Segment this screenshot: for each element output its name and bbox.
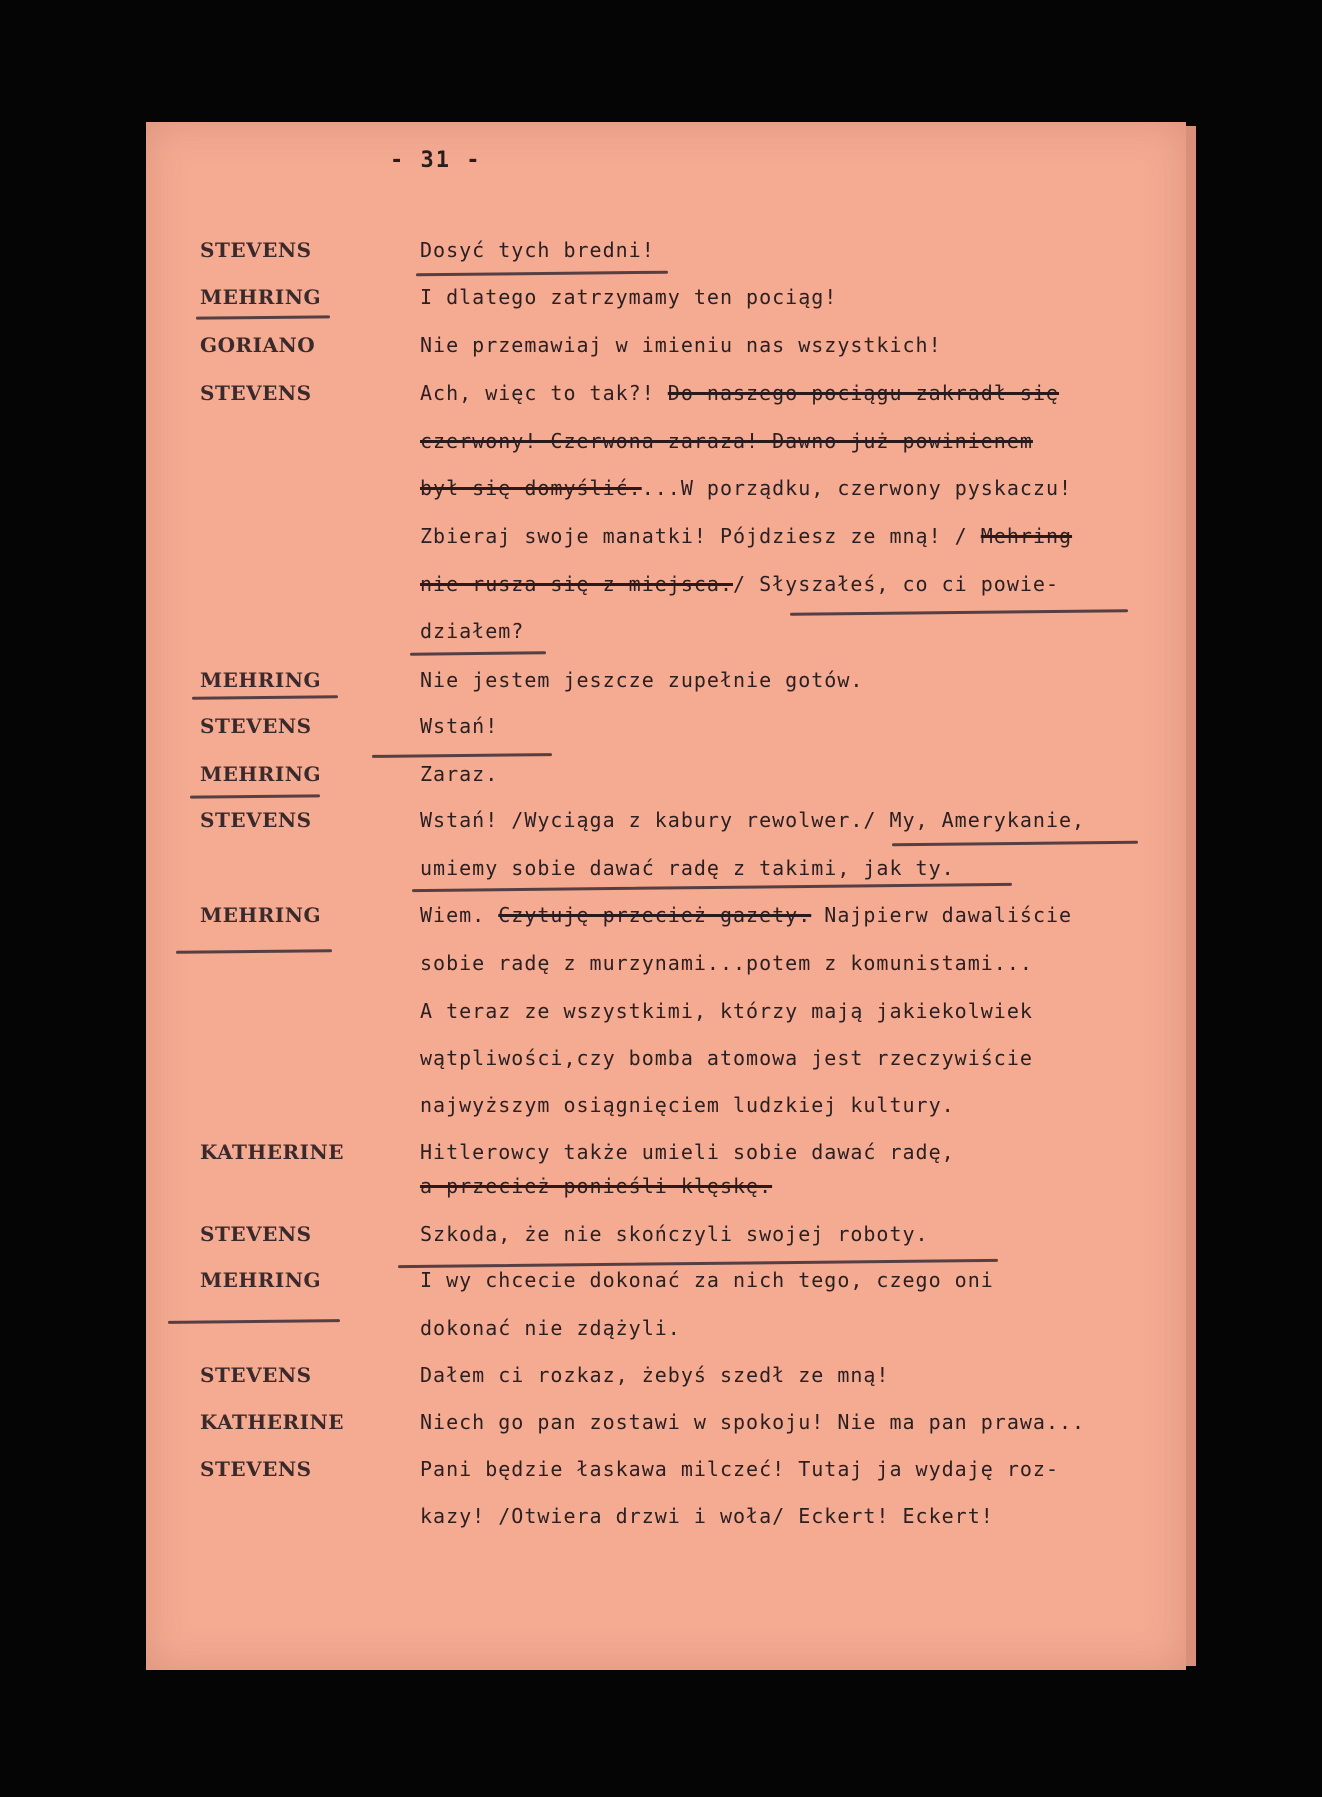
speech-main: A teraz ze wszystkimi, którzy mają jakiekolwiek xyxy=(420,999,1033,1023)
dialogue-line xyxy=(0,429,1322,469)
speaker-name: STEVENS xyxy=(200,714,312,738)
dialogue-line xyxy=(0,1174,1322,1214)
speech-text xyxy=(420,1046,1033,1070)
speech-main: Dałem ci rozkaz, żebyś szedł ze mną! xyxy=(420,1363,890,1387)
speech-text xyxy=(420,1316,681,1340)
page-number: - 31 - xyxy=(390,148,482,173)
speaker-name: MEHRING xyxy=(200,285,322,309)
speech-main: Wstań! xyxy=(420,714,499,738)
speech-main: Niech go pan zostawi w spokoju! Nie ma pan prawa... xyxy=(420,1410,1086,1434)
struck-text: a przecież ponieśli klęskę. xyxy=(420,1174,773,1198)
speech-text xyxy=(420,381,1059,405)
speaker-name: KATHERINE xyxy=(200,1410,345,1434)
speech-main: Ach, więc to tak?! xyxy=(420,381,655,405)
speech-main: działem? xyxy=(420,619,525,643)
speech-text xyxy=(420,524,1072,548)
speech-text xyxy=(420,1268,994,1292)
speaker-name: MEHRING xyxy=(200,903,322,927)
speech-text xyxy=(420,333,942,357)
speech-text xyxy=(420,619,524,643)
speech-text xyxy=(420,903,1072,927)
speech-main: Pani będzie łaskawa milczeć! Tutaj ja wydaję roz- xyxy=(420,1457,1060,1481)
speech-text xyxy=(420,808,1085,832)
speech-main: / Słyszałeś, co ci powie- xyxy=(732,572,1060,596)
speech-text xyxy=(420,1093,955,1117)
speech-text xyxy=(420,762,498,786)
speech-main: I wy chcecie dokonać za nich tego, czego oni xyxy=(420,1268,994,1292)
dialogue-line xyxy=(0,856,1322,896)
dialogue-line xyxy=(0,476,1322,516)
speech-text xyxy=(420,714,498,738)
speech-main: Wiem. xyxy=(420,903,486,927)
dialogue-line xyxy=(0,951,1322,991)
speech-main: I dlatego zatrzymamy ten pociąg! xyxy=(420,285,838,309)
speech-text xyxy=(420,1457,1059,1481)
speech-main: Wstań! /Wyciąga z kabury rewolwer./ My, Amerykanie, xyxy=(420,808,1086,832)
speech-text xyxy=(420,951,1033,975)
speech-main: Nie przemawiaj w imieniu nas wszystkich! xyxy=(420,333,942,357)
speech-text xyxy=(420,1410,1085,1434)
speech-text xyxy=(420,856,955,880)
speaker-name: STEVENS xyxy=(200,1457,312,1481)
struck-text: czerwony! Czerwona zaraza! Dawno już powinienem xyxy=(420,429,1033,453)
dialogue-line xyxy=(0,333,1322,373)
speech-text xyxy=(420,1140,955,1164)
speaker-name: GORIANO xyxy=(200,333,316,357)
speaker-name: STEVENS xyxy=(200,808,312,832)
speech-text xyxy=(420,572,1059,596)
speech-main: kazy! /Otwiera drzwi i woła/ Eckert! Eckert! xyxy=(420,1504,994,1528)
speech-main: Nie jestem jeszcze zupełnie gotów. xyxy=(420,668,864,692)
speaker-name: KATHERINE xyxy=(200,1140,345,1164)
dialogue-line xyxy=(0,572,1322,612)
speech-text xyxy=(420,429,1033,453)
dialogue-line xyxy=(0,1457,1322,1497)
speech-text xyxy=(420,476,1072,500)
speech-text xyxy=(420,238,655,262)
speaker-name: STEVENS xyxy=(200,1222,312,1246)
speech-main: umiemy sobie dawać radę z takimi, jak ty. xyxy=(420,856,955,880)
speaker-name: MEHRING xyxy=(200,1268,322,1292)
dialogue-line xyxy=(0,1504,1322,1544)
speech-main: dokonać nie zdążyli. xyxy=(420,1316,681,1340)
dialogue-line xyxy=(0,1363,1322,1403)
speaker-name: MEHRING xyxy=(200,668,322,692)
speaker-name: STEVENS xyxy=(200,238,312,262)
speech-main: ...W porządku, czerwony pyskaczu! xyxy=(641,476,1073,500)
speech-main: Zbieraj swoje manatki! Pójdziesz ze mną! / xyxy=(420,524,968,548)
speech-text xyxy=(420,999,1033,1023)
speech-main: sobie radę z murzynami...potem z komunistami... xyxy=(420,951,1033,975)
speaker-name: STEVENS xyxy=(200,381,312,405)
speech-text xyxy=(420,1363,889,1387)
speaker-name: MEHRING xyxy=(200,762,322,786)
dialogue-line xyxy=(0,1222,1322,1262)
struck-text: Mehring xyxy=(980,524,1073,548)
dialogue-line xyxy=(0,1046,1322,1086)
dialogue-line xyxy=(0,524,1322,564)
dialogue-line xyxy=(0,714,1322,754)
dialogue-line xyxy=(0,1093,1322,1133)
speech-main: wątpliwości,czy bomba atomowa jest rzeczywiście xyxy=(420,1046,1033,1070)
dialogue-line xyxy=(0,1268,1322,1308)
struck-text: był się domyślić. xyxy=(420,476,642,500)
speech-text xyxy=(420,1222,929,1246)
speech-text xyxy=(420,668,863,692)
dialogue-line xyxy=(0,619,1322,659)
speech-text xyxy=(420,285,837,309)
dialogue-line xyxy=(0,1410,1322,1450)
speech-main: Zaraz. xyxy=(420,762,499,786)
dialogue-line xyxy=(0,668,1322,708)
speech-text xyxy=(420,1174,772,1198)
dialogue-line xyxy=(0,381,1322,421)
speech-continued: Najpierw dawaliście xyxy=(824,903,1073,927)
speaker-name: STEVENS xyxy=(200,1363,312,1387)
struck-text: nie rusza się z miejsca. xyxy=(420,572,733,596)
struck-text: Do naszego pociągu zakradł się xyxy=(667,381,1060,405)
speech-main: Hitlerowcy także umieli sobie dawać radę, xyxy=(420,1140,955,1164)
speech-text xyxy=(420,1504,994,1528)
speech-main: najwyższym osiągnięciem ludzkiej kultury. xyxy=(420,1093,955,1117)
dialogue-line xyxy=(0,903,1322,943)
dialogue-line xyxy=(0,999,1322,1039)
speech-main: Szkoda, że nie skończyli swojej roboty. xyxy=(420,1222,929,1246)
struck-text: Czytuję przecież gazety. xyxy=(498,903,812,927)
speech-main: Dosyć tych bredni! xyxy=(420,238,655,262)
